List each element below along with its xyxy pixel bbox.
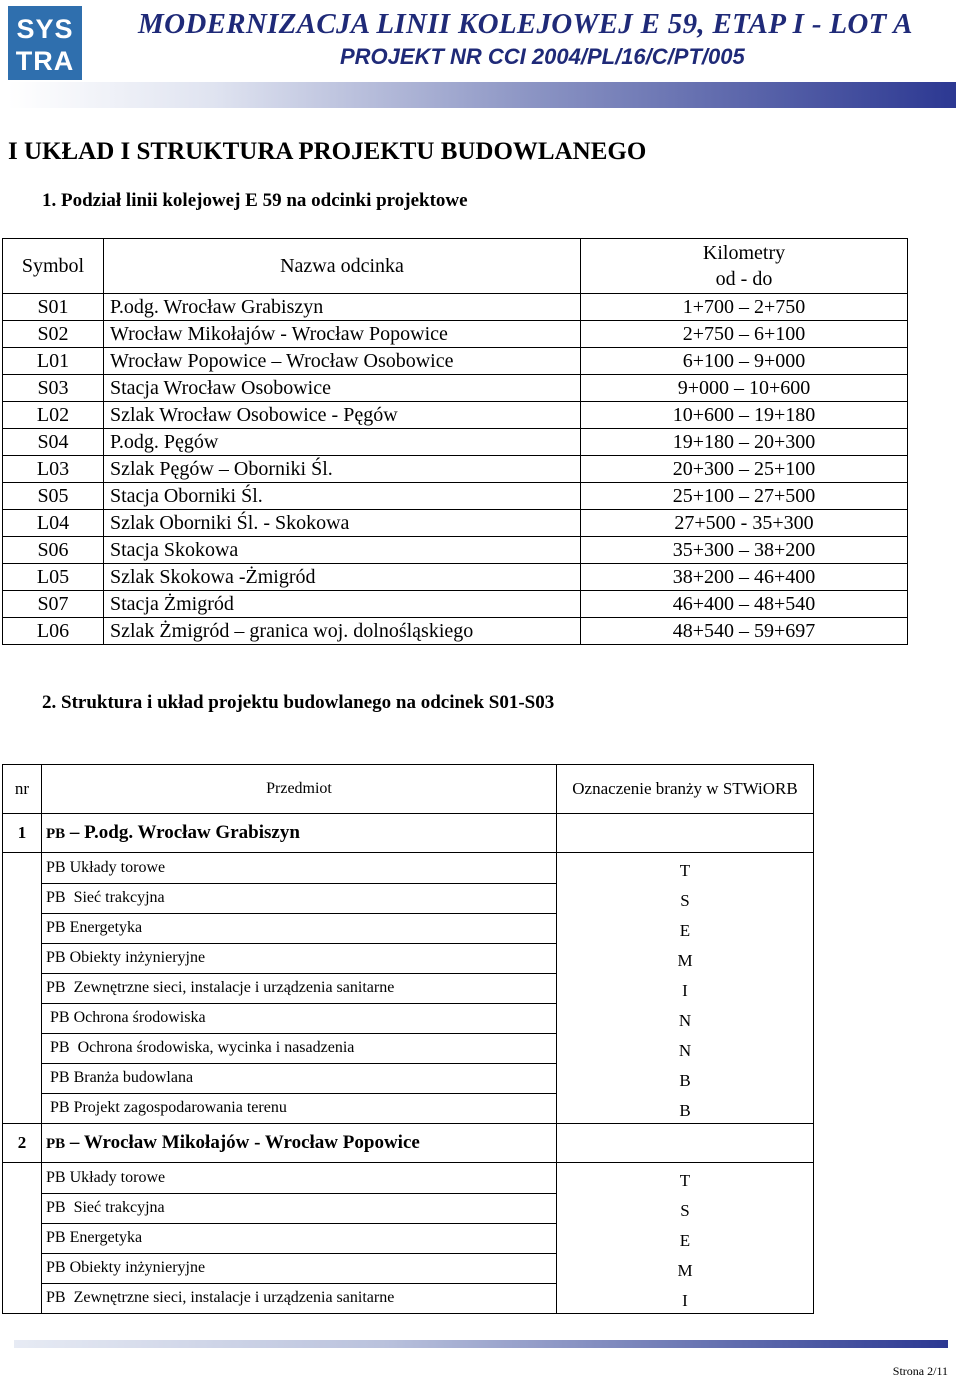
cell-km: 35+300 – 38+200 (581, 537, 908, 564)
cell-km: 10+600 – 19+180 (581, 402, 908, 429)
table-row (3, 402, 908, 429)
cell-symbol: S06 (3, 537, 104, 564)
cell-km: 48+540 – 59+697 (581, 618, 908, 645)
cell-code: S (557, 1193, 814, 1223)
col-symbol: Symbol (3, 239, 104, 294)
section-prefix: PB (46, 1136, 66, 1152)
cell-km: 9+000 – 10+600 (581, 375, 908, 402)
cell-code: I (557, 973, 814, 1003)
systra-logo (8, 6, 82, 80)
table-row (3, 348, 908, 375)
table-row (3, 1093, 814, 1124)
table-row (3, 883, 814, 913)
cell-km: 19+180 – 20+300 (581, 429, 908, 456)
cell-symbol: L06 (3, 618, 104, 645)
cell-subject: PB Energetyka (42, 913, 557, 943)
table-row (3, 510, 908, 537)
cell-name: Wrocław Popowice – Wrocław Osobowice (104, 348, 581, 375)
cell-symbol: S07 (3, 591, 104, 618)
table-header-row (3, 765, 814, 814)
cell-subject: PB Sieć trakcyjna (42, 1193, 557, 1223)
cell-name: Szlak Pęgów – Oborniki Śl. (104, 456, 581, 483)
section-row (3, 814, 814, 853)
cell-subject: PB Sieć trakcyjna (42, 883, 557, 913)
section-row (3, 1124, 814, 1163)
cell-name: Szlak Skokowa -Żmigród (104, 564, 581, 591)
cell-symbol: L01 (3, 348, 104, 375)
cell-nr (3, 1283, 42, 1314)
section-code-cell (557, 814, 814, 853)
cell-name: Szlak Oborniki Śl. - Skokowa (104, 510, 581, 537)
cell-code: T (557, 853, 814, 884)
table-row (3, 943, 814, 973)
cell-nr (3, 883, 42, 913)
cell-symbol: S04 (3, 429, 104, 456)
cell-code: M (557, 1253, 814, 1283)
table-row (3, 294, 908, 321)
table-row (3, 853, 814, 884)
cell-nr (3, 973, 42, 1003)
cell-nr (3, 1253, 42, 1283)
cell-code: I (557, 1283, 814, 1314)
cell-name: Stacja Oborniki Śl. (104, 483, 581, 510)
cell-subject: PB Energetyka (42, 1223, 557, 1253)
cell-km: 46+400 – 48+540 (581, 591, 908, 618)
section-prefix: PB (46, 826, 66, 842)
cell-code: T (557, 1163, 814, 1194)
cell-code: S (557, 883, 814, 913)
col-km (581, 239, 908, 294)
cell-name: Stacja Skokowa (104, 537, 581, 564)
section-number: 2 (3, 1124, 42, 1163)
col-code: Oznaczenie branży w STWiORB (557, 765, 814, 814)
section-title-cell (42, 814, 557, 853)
cell-name: Wrocław Mikołajów - Wrocław Popowice (104, 321, 581, 348)
section-code-cell (557, 1124, 814, 1163)
cell-name: Szlak Wrocław Osobowice - Pęgów (104, 402, 581, 429)
cell-km: 6+100 – 9+000 (581, 348, 908, 375)
cell-symbol: S03 (3, 375, 104, 402)
table-header-row (3, 239, 908, 294)
table-row (3, 483, 908, 510)
cell-subject: PB Obiekty inżynieryjne (42, 1253, 557, 1283)
footer-gradient-bar (14, 1340, 948, 1348)
cell-name: P.odg. Pęgów (104, 429, 581, 456)
table-row (3, 321, 908, 348)
cell-subject: PB Układy torowe (42, 1163, 557, 1194)
cell-symbol: S05 (3, 483, 104, 510)
cell-code: B (557, 1063, 814, 1093)
table-row (3, 913, 814, 943)
section-title: – Wrocław Mikołajów - Wrocław Popowice (69, 1132, 420, 1153)
col-subject: Przedmiot (42, 765, 557, 814)
section-number: 1 (3, 814, 42, 853)
cell-km: 2+750 – 6+100 (581, 321, 908, 348)
cell-name: P.odg. Wrocław Grabiszyn (104, 294, 581, 321)
cell-nr (3, 1033, 42, 1063)
table-row (3, 973, 814, 1003)
section-title: – P.odg. Wrocław Grabiszyn (69, 822, 300, 843)
col-name: Nazwa odcinka (104, 239, 581, 294)
svg-text:TRA: TRA (15, 46, 75, 76)
table-row (3, 1253, 814, 1283)
cell-code: M (557, 943, 814, 973)
cell-symbol: L02 (3, 402, 104, 429)
cell-symbol: L05 (3, 564, 104, 591)
cell-code: E (557, 1223, 814, 1253)
cell-subject: PB Ochrona środowiska (42, 1003, 557, 1033)
cell-subject: PB Obiekty inżynieryjne (42, 943, 557, 973)
cell-subject: PB Branża budowlana (42, 1063, 557, 1093)
cell-symbol: S02 (3, 321, 104, 348)
table-row (3, 591, 908, 618)
col-nr: nr (3, 765, 42, 814)
cell-symbol: S01 (3, 294, 104, 321)
project-number: PROJEKT NR CCI 2004/PL/16/C/PT/005 (340, 44, 745, 69)
cell-nr (3, 1223, 42, 1253)
table-row (3, 1033, 814, 1063)
svg-text:SYS: SYS (16, 14, 74, 44)
cell-subject: PB Ochrona środowiska, wycinka i nasadzenia (42, 1033, 557, 1063)
section-title-cell (42, 1124, 557, 1163)
structure-table (2, 764, 814, 1314)
table-row (3, 537, 908, 564)
cell-km: 38+200 – 46+400 (581, 564, 908, 591)
cell-nr (3, 913, 42, 943)
cell-subject: PB Projekt zagospodarowania terenu (42, 1093, 557, 1124)
table-row (3, 1163, 814, 1194)
cell-name: Stacja Żmigród (104, 591, 581, 618)
cell-code: B (557, 1093, 814, 1124)
cell-code: N (557, 1003, 814, 1033)
section1-heading: 1. Podział linii kolejowej E 59 na odcinki projektowe (42, 190, 468, 211)
cell-symbol: L04 (3, 510, 104, 537)
cell-code: N (557, 1033, 814, 1063)
cell-name: Szlak Żmigród – granica woj. dolnośląskiego (104, 618, 581, 645)
table-row (3, 1193, 814, 1223)
table-row (3, 618, 908, 645)
table-row (3, 1223, 814, 1253)
cell-nr (3, 943, 42, 973)
cell-subject: PB Zewnętrzne sieci, instalacje i urządzenia sanitarne (42, 1283, 557, 1314)
document-title: MODERNIZACJA LINII KOLEJOWEJ E 59, ETAP I - LOT A (138, 8, 913, 40)
table-row (3, 1063, 814, 1093)
cell-km: 25+100 – 27+500 (581, 483, 908, 510)
cell-nr (3, 1003, 42, 1033)
header-gradient-bar (8, 82, 956, 108)
cell-nr (3, 1163, 42, 1194)
cell-km: 1+700 – 2+750 (581, 294, 908, 321)
cell-subject: PB Układy torowe (42, 853, 557, 884)
col-km-range: od - do (715, 268, 773, 290)
cell-nr (3, 853, 42, 884)
cell-symbol: L03 (3, 456, 104, 483)
cell-nr (3, 1063, 42, 1093)
cell-code: E (557, 913, 814, 943)
section2-heading: 2. Struktura i układ projektu budowlanego na odcinek S01-S03 (42, 692, 555, 713)
table-row (3, 429, 908, 456)
cell-nr (3, 1093, 42, 1124)
cell-subject: PB Zewnętrzne sieci, instalacje i urządzenia sanitarne (42, 973, 557, 1003)
table-row (3, 375, 908, 402)
table-row (3, 564, 908, 591)
main-heading: I UKŁAD I STRUKTURA PROJEKTU BUDOWLANEGO (8, 138, 647, 165)
table-row (3, 1003, 814, 1033)
cell-km: 20+300 – 25+100 (581, 456, 908, 483)
sections-table (2, 238, 908, 645)
table-row (3, 456, 908, 483)
page-number: Strona 2/11 (892, 1364, 948, 1378)
cell-km: 27+500 - 35+300 (581, 510, 908, 537)
col-km-title: Kilometry (702, 242, 786, 264)
table-row (3, 1283, 814, 1314)
cell-name: Stacja Wrocław Osobowice (104, 375, 581, 402)
cell-nr (3, 1193, 42, 1223)
